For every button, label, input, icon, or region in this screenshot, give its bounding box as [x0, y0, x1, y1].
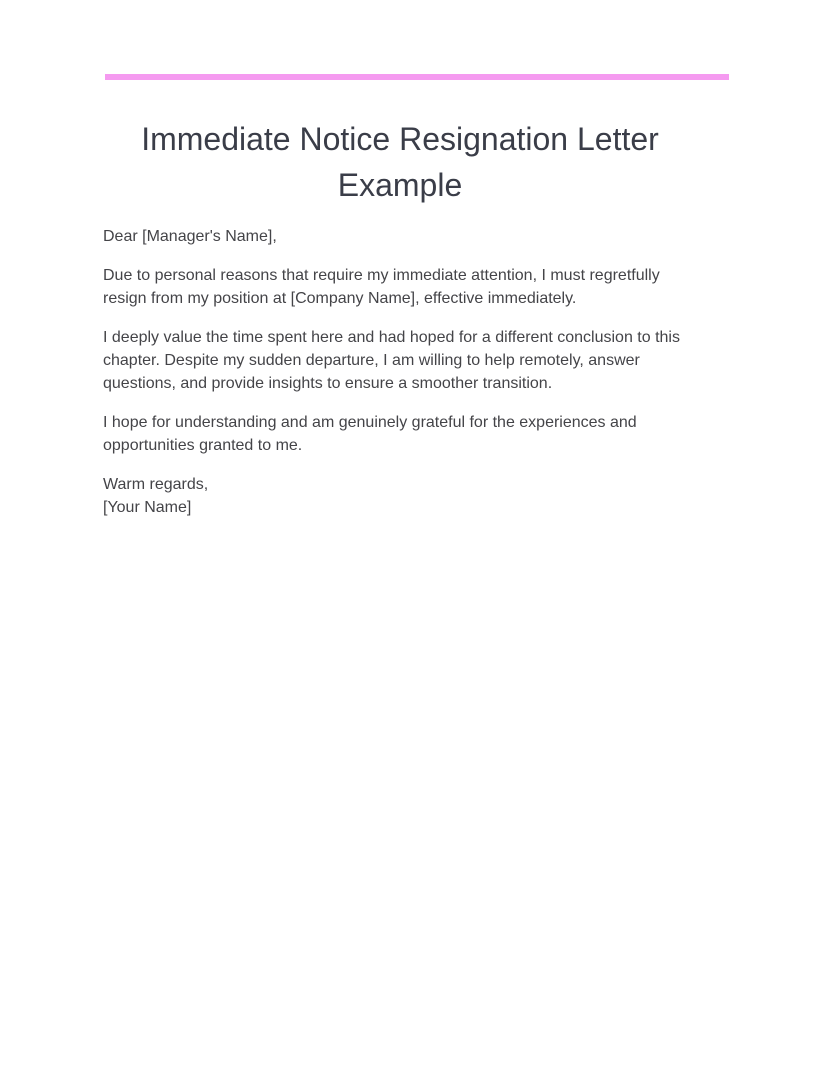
paragraph-3: I hope for understanding and am genuinely grateful for the experiences and opportunities granted to me.: [103, 414, 637, 454]
paragraph-2: I deeply value the time spent here and had hoped for a different conclusion to this chapter. Despite my sudden departure, I am willing to help remotely, answer questions, and provide insights to ensure a smoother transition.: [103, 329, 680, 392]
accent-bar: [105, 74, 729, 80]
closing-block: [103, 473, 703, 519]
page-title: Immediate Notice Resignation Letter Example: [141, 121, 659, 203]
closing: Warm regards,: [103, 476, 209, 493]
letter-body: [103, 225, 703, 535]
paragraph-1: Due to personal reasons that require my immediate attention, I must regretfully resign from my position at [Company Name], effective immediately.: [103, 267, 660, 307]
salutation: Dear [Manager's Name],: [103, 228, 277, 245]
signature: [Your Name]: [103, 499, 192, 516]
